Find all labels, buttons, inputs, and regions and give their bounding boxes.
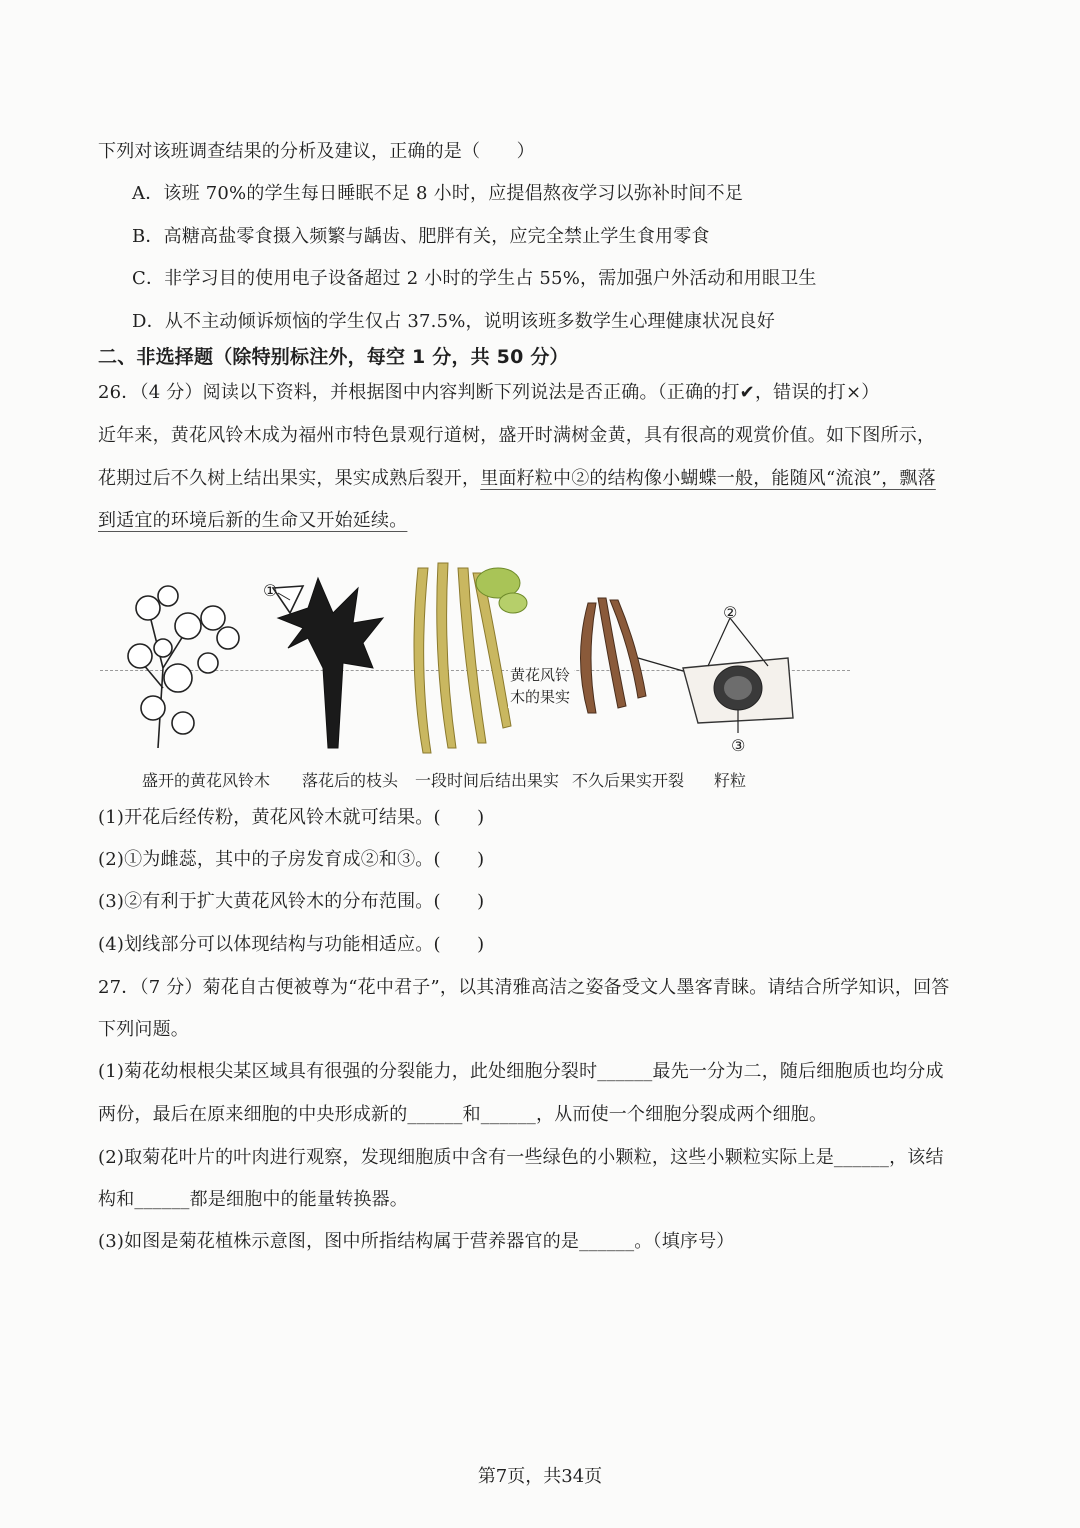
- marker-1: ①: [263, 581, 278, 600]
- q26-passage-plain: 花期过后不久树上结出果实，果实成熟后裂开，: [98, 468, 481, 489]
- q27-stem-line-2: 下列问题。: [98, 1019, 189, 1040]
- q26-passage-line-3: [98, 508, 407, 534]
- q26-item-4: (4)划线部分可以体现结构与功能相适应。( ): [98, 934, 485, 955]
- marker-3: ③: [731, 736, 746, 755]
- q25-option-c: C．非学习目的使用电子设备超过 2 小时的学生占 55%，需加强户外活动和用眼卫生: [132, 268, 817, 289]
- q26-item-3: (3)②有利于扩大黄花风铃木的分布范围。( ): [98, 891, 485, 912]
- q26-stem: 26．（4 分）阅读以下资料，并根据图中内容判断下列说法是否正确。（正确的打✔，错误的打×）: [98, 382, 880, 403]
- seed-drawing: [683, 618, 793, 733]
- fruit-label: 黄花风铃木的果实: [508, 664, 574, 708]
- q26-item-2: (2)①为雌蕊，其中的子房发育成②和③。( ): [98, 849, 485, 870]
- flowering-tree-drawing: [128, 586, 239, 748]
- q25-option-b: B．高糖高盐零食摄入频繁与龋齿、肥胖有关，应完全禁止学生食用零食: [132, 226, 710, 247]
- q27-item-3: (3)如图是菊花植株示意图，图中所指结构属于营养器官的是______。（填序号）: [98, 1231, 735, 1252]
- q26-passage-underlined: 里面籽粒中②的结构像小蝴蝶一般，能随风“流浪”，飘落: [480, 468, 936, 489]
- caption-branch: 落花后的枝头: [302, 771, 399, 790]
- q27-item-1: (1)菊花幼根根尖某区域具有很强的分裂能力，此处细胞分裂时______最先一分为二，随后细胞质也均分成: [98, 1061, 944, 1082]
- caption-seed: 籽粒: [714, 771, 747, 790]
- pointer-line: [638, 658, 690, 673]
- q27-stem-line-1: 27．（7 分）菊花自古便被尊为“花中君子”，以其清雅高洁之姿备受文人墨客青睐。请结合所学知识，回答: [98, 977, 950, 998]
- q25-option-a: A．该班 70%的学生每日睡眠不足 8 小时，应提倡熬夜学习以弥补时间不足: [132, 183, 744, 204]
- section-title: 二、非选择题（除特别标注外，每空 1 分，共 50 分）: [98, 346, 569, 368]
- q27-item-1-cont: 两份，最后在原来细胞的中央形成新的______和______，从而使一个细胞分裂成两个细胞。: [98, 1104, 828, 1125]
- q27-item-2-cont: 构和______都是细胞中的能量转换器。: [98, 1189, 408, 1210]
- q27-item-2: (2)取菊花叶片的叶肉进行观察，发现细胞质中含有一些绿色的小颗粒，这些小颗粒实际上是______，该结: [98, 1147, 944, 1168]
- yellow-fruit-drawing: [414, 563, 527, 753]
- branch-drawing: [273, 578, 383, 748]
- caption-fruit: 一段时间后结出果实: [415, 771, 560, 790]
- q26-passage-line-1: 近年来，黄花风铃木成为福州市特色景观行道树，盛开时满树金黄，具有很高的观赏价值。如下图所示，: [98, 425, 936, 446]
- page-footer: 第7页，共34页: [477, 1466, 603, 1487]
- q26-item-1: (1)开花后经传粉，黄花风铃木就可结果。( ): [98, 807, 485, 828]
- marker-2: ②: [723, 603, 738, 622]
- caption-flowering-tree: 盛开的黄花风铃木: [142, 771, 271, 790]
- split-fruit-drawing: [581, 598, 647, 713]
- bell-tree-figure: [118, 548, 878, 798]
- q25-stem: 下列对该班调查结果的分析及建议，正确的是（ ）: [98, 141, 535, 162]
- q26-passage-underlined-end: 到适宜的环境后新的生命又开始延续。: [98, 510, 408, 531]
- q25-option-d: D．从不主动倾诉烦恼的学生仅占 37.5%，说明该班多数学生心理健康状况良好: [132, 311, 775, 332]
- q26-passage-line-2: [98, 466, 936, 492]
- caption-split-fruit: 不久后果实开裂: [572, 771, 685, 790]
